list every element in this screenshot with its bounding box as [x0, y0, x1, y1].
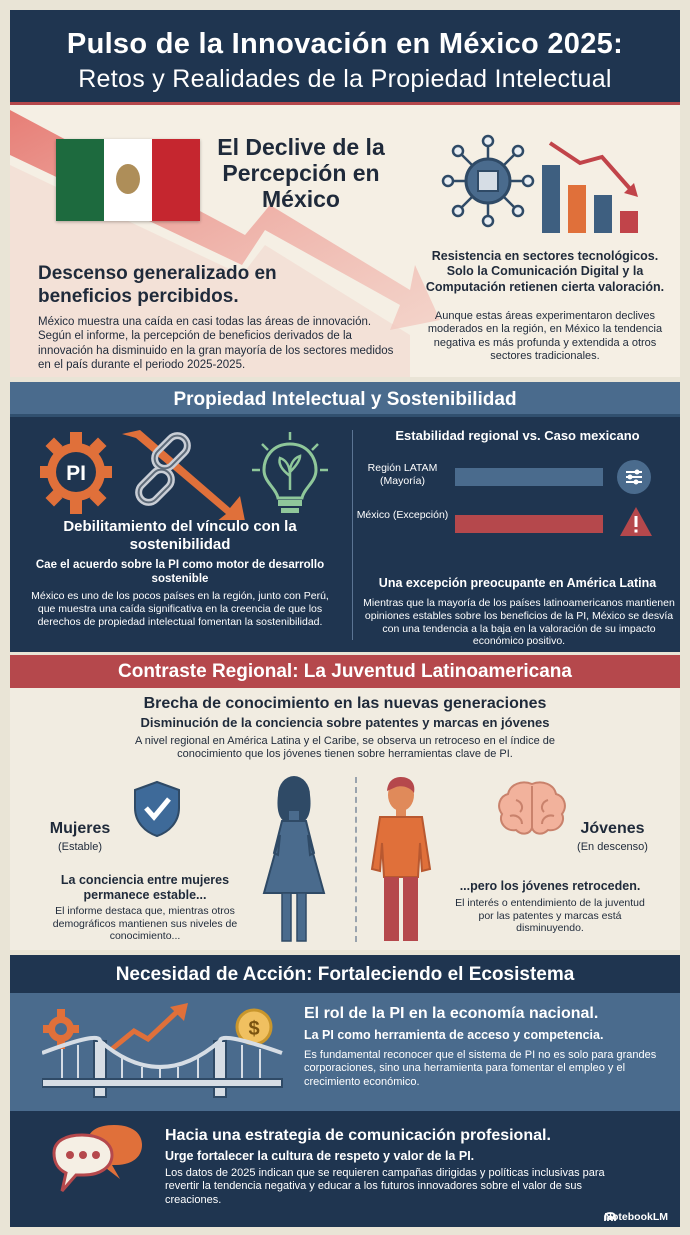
women-heading: La conciencia entre mujeres permanece estable...	[60, 873, 230, 903]
mexico-row	[355, 505, 680, 545]
sustainability-left-column	[10, 420, 350, 652]
latam-row	[355, 458, 680, 498]
ip-sustainability-band: Propiedad Intelectual y Sostenibilidad	[10, 382, 680, 417]
youth-heading: Brecha de conocimiento en las nuevas generaciones	[143, 695, 547, 712]
youth-subheading: Disminución de la conciencia sobre patentes y marcas en jóvenes	[140, 715, 550, 730]
pi-gear-icon	[40, 432, 112, 514]
youth-text: A nivel regional en América Latina y el Caribe, se observa un retroceso en el índice de conocimiento que los jóvenes tienen sobre herramientas clave de PI.	[134, 735, 556, 761]
action-section	[10, 955, 680, 1227]
communication-strategy-block	[10, 1111, 680, 1227]
lightbulb-leaf-icon	[252, 432, 328, 513]
decline-title: El Declive de la Percepción en México	[217, 134, 385, 212]
dollar-symbol: $	[248, 1018, 260, 1040]
youth-retreat-text: El interés o entendimiento de la juventud por las patentes y marcas está disminuyendo.	[455, 897, 645, 935]
regional-stability-column	[355, 420, 680, 652]
declining-bar-chart-icon	[540, 135, 650, 235]
dashed-divider	[355, 777, 357, 942]
mexico-bar	[455, 515, 603, 533]
decline-left-heading: Descenso generalizado en beneficios percibidos.	[38, 263, 277, 307]
mexico-flag	[56, 139, 200, 221]
notebooklm-logo-icon	[604, 1212, 616, 1222]
header	[10, 10, 680, 105]
chip-network-icon	[440, 133, 536, 229]
rising-arrow-icon	[112, 1003, 188, 1049]
ip-economy-heading: El rol de la PI en la economía nacional.	[304, 1005, 599, 1022]
sliders-icon	[617, 460, 651, 494]
women-label: Mujeres	[49, 820, 111, 837]
notebooklm-brand	[604, 1211, 668, 1223]
sustainability-subheading: Cae el acuerdo sobre la PI como motor de desarrollo sostenible	[35, 559, 325, 586]
pi-chain-bulb-icons	[40, 430, 330, 520]
man-figure	[366, 773, 436, 945]
latam-bar	[455, 468, 603, 486]
page-subtitle: Retos y Realidades de la Propiedad Intelectual	[78, 65, 612, 93]
section-divider	[352, 430, 353, 640]
communication-subheading: Urge fortalecer la cultura de respeto y valor de la PI.	[165, 1149, 475, 1163]
youth-section	[10, 655, 680, 950]
brain-icon	[496, 780, 570, 838]
brand-label: NotebookLM	[604, 1211, 668, 1223]
ip-economy-block	[10, 993, 680, 1111]
decline-left-text: México muestra una caída en casi todas las áreas de innovación. Según el informe, la percepción de beneficios derivados de la innovación ha disminuido en la gran mayoría de los sectores medidos en el país durante el periodo 2025-2025.	[38, 316, 394, 372]
women-status: (Estable)	[57, 841, 103, 853]
decline-right-heading: Resistencia en sectores tecnológicos. Solo la Comunicación Digital y la Computación retienen cierta valoración.	[425, 249, 665, 294]
bridge-growth-illustration	[42, 1001, 292, 1105]
warning-icon	[619, 505, 653, 539]
youth-label: Jóvenes	[580, 820, 645, 837]
broken-chain-icon	[122, 430, 246, 520]
page-title: Pulso de la Innovación en México 2025:	[66, 28, 624, 60]
bridge-icon	[42, 1038, 282, 1097]
regional-stability-heading: Estabilidad regional vs. Caso mexicano	[395, 428, 640, 443]
exception-text: Mientras que la mayoría de los países latinoamericanos mantienen opiniones estables sobre los beneficios de la PI, México se desvía con una tendencia a la baja en la valoración de su impacto económico positivo.	[363, 597, 675, 648]
pi-icon-text: PI	[66, 462, 86, 485]
ip-economy-subheading: La PI como herramienta de acceso y competencia.	[304, 1028, 604, 1042]
mexico-label: México (Excepción)	[356, 509, 449, 521]
youth-band: Contraste Regional: La Juventud Latinoamericana	[10, 655, 680, 688]
decline-right-text: Aunque estas áreas experimentaron declives moderados en la región, en México la tendencia negativa es más profunda y extendida a otros sectores tradicionales.	[427, 310, 663, 363]
women-text: El informe destaca que, mientras otros demográficos mantienen sus niveles de conocimiento...	[52, 905, 238, 943]
flag-crest	[116, 164, 140, 194]
youth-status: (En descenso)	[577, 841, 648, 853]
sustainability-text: México es uno de los pocos países en la región, junto con Perú, que muestra una caída significativa en la creencia de que los derechos de propiedad intelectual fomentan la sostenibilidad.	[31, 590, 329, 628]
ip-sustainability-section	[10, 382, 680, 652]
woman-figure	[258, 773, 330, 945]
chat-bubbles-icon	[50, 1123, 145, 1199]
shield-check-icon	[132, 780, 182, 838]
exception-heading: Una excepción preocupante en América Latina	[378, 576, 657, 590]
decline-section	[10, 105, 680, 377]
latam-label: Región LATAM (Mayoría)	[367, 462, 438, 488]
sustainability-heading: Debilitamiento del vínculo con la sostenibilidad	[63, 518, 297, 554]
ip-economy-text: Es fundamental reconocer que el sistema de PI no es solo para grandes corporaciones, sino una herramienta para fomentar el empleo y el crecimiento económico.	[304, 1049, 657, 1088]
youth-retreat-heading: ...pero los jóvenes retroceden.	[459, 879, 641, 893]
communication-text: Los datos de 2025 indican que se requieren campañas dirigidas y políticas inclusivas para revertir la tendencia negativa y educar a los futuros innovadores sobre el valor de sus creaciones.	[165, 1167, 605, 1206]
communication-heading: Hacia una estrategia de comunicación profesional.	[165, 1127, 551, 1144]
action-band: Necesidad de Acción: Fortaleciendo el Ecosistema	[10, 955, 680, 993]
